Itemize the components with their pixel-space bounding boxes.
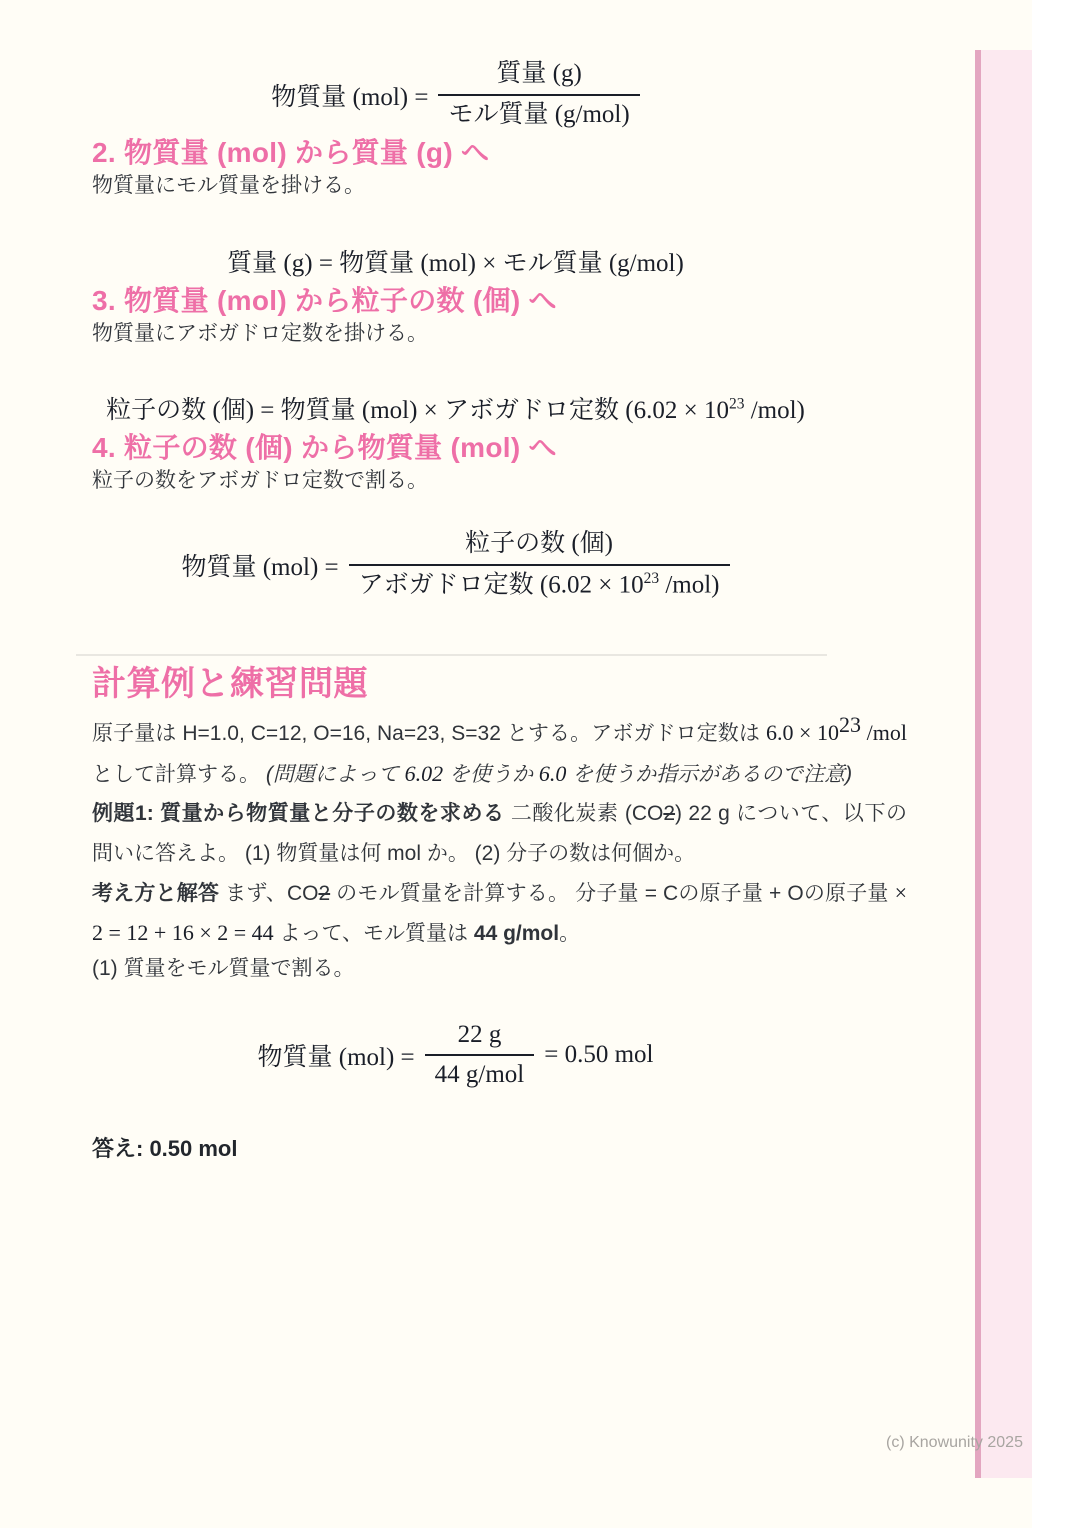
heading-section-2: 2. 物質量 (mol) から質量 (g) へ	[92, 137, 490, 168]
intro-math: 6.0 × 10	[765, 719, 840, 745]
section-4-body: 粒子の数をアボガドロ定数で割る。	[92, 468, 428, 492]
formula-text: 粒子の数 (個) = 物質量 (mol) × アボガドロ定数 (6.02 × 10	[106, 396, 729, 424]
fraction	[438, 58, 639, 131]
fraction-numerator: 粒子の数 (個)	[349, 528, 730, 566]
intro-note: を使うか指示があるので注意)	[566, 762, 853, 786]
solution-text: 。	[559, 922, 581, 946]
formula-lhs: 物質量 (mol) =	[181, 553, 339, 581]
copyright: (c) Knowunity 2025	[886, 1434, 1023, 1451]
fraction-denominator	[349, 566, 730, 602]
formula-particles-from-mol	[92, 390, 819, 426]
formula-result: = 0.50 mol	[544, 1041, 654, 1069]
examples-intro	[92, 705, 907, 795]
example-problem-1	[92, 794, 907, 872]
solution-text: のモル質量を計算する。 分子量 = Cの原子量 + Oの原子量	[330, 881, 895, 905]
formula-mol-from-particles	[92, 528, 819, 601]
section-2-body: 物質量にモル質量を掛ける。	[92, 174, 365, 197]
formula-mass-from-mol: 質量 (g) = 物質量 (mol) × モル質量 (g/mol)	[227, 250, 684, 278]
document-content	[92, 0, 907, 1163]
exponent: 23	[728, 395, 745, 413]
intro-text: として計算する。	[92, 762, 266, 786]
heading-examples: 計算例と練習問題	[92, 664, 368, 703]
exponent: 23	[643, 569, 660, 587]
page-edge-stripe	[975, 50, 1032, 1478]
intro-math: /mol	[861, 719, 907, 745]
formula-lhs: 物質量 (mol) =	[271, 83, 429, 111]
solution-label: 考え方と解答	[92, 881, 220, 905]
problem-text: ) 22 g について、以下の問いに答えよ。 (1) 物質量は何 mol か。 (2) 分子の数は何個か。	[92, 802, 907, 865]
solution-text: まず、CO	[219, 881, 319, 905]
co2-subscript: 2	[318, 881, 331, 905]
solution-text: よって、モル質量は	[273, 922, 474, 946]
formula-example-calculation	[92, 1019, 819, 1092]
intro-note-number: 6.0	[538, 760, 567, 786]
solution-step-1: (1) 質量をモル質量で割る。	[92, 957, 355, 981]
solution-math: × 2 = 12 + 16 × 2 = 44	[92, 879, 907, 946]
intro-text: 原子量は H=1.0, C=12, O=16, Na=23, S=32 とする。アボガドロ定数は	[92, 721, 766, 745]
intro-note-number: 6.02	[404, 760, 444, 786]
page-right-gutter	[1032, 0, 1080, 1528]
co2-subscript: 2	[663, 802, 676, 826]
problem-label: 例題1: 質量から物質量と分子の数を求める	[92, 802, 505, 826]
heading-section-3: 3. 物質量 (mol) から粒子の数 (個) へ	[92, 285, 557, 317]
intro-note: (問題によって	[265, 762, 405, 786]
molar-mass-value: 44 g/mol	[473, 922, 560, 946]
answer-line: 答え: 0.50 mol	[92, 1135, 238, 1161]
heading-section-4: 4. 粒子の数 (個) から物質量 (mol) へ	[92, 431, 557, 463]
fraction-numerator: 22 g	[425, 1019, 535, 1057]
example-solution	[92, 873, 907, 955]
fraction-numerator: 質量 (g)	[438, 58, 639, 96]
section-3-body: 物質量にアボガドロ定数を掛ける。	[92, 322, 428, 346]
fraction	[425, 1019, 535, 1092]
denominator-text: /mol)	[659, 571, 720, 599]
fraction-denominator: 44 g/mol	[434, 1061, 525, 1089]
denominator-text: アボガドロ定数 (6.02 × 10	[358, 571, 644, 599]
formula-text: /mol)	[744, 396, 805, 424]
fraction-denominator: モル質量 (g/mol)	[448, 100, 630, 128]
intro-note: を使うか	[443, 762, 539, 786]
formula-mol-from-mass	[92, 0, 819, 131]
exponent: 23	[839, 711, 862, 737]
formula-lhs: 物質量 (mol) =	[257, 1044, 415, 1072]
fraction	[349, 528, 730, 601]
problem-text: 二酸化炭素 (CO	[504, 802, 664, 826]
